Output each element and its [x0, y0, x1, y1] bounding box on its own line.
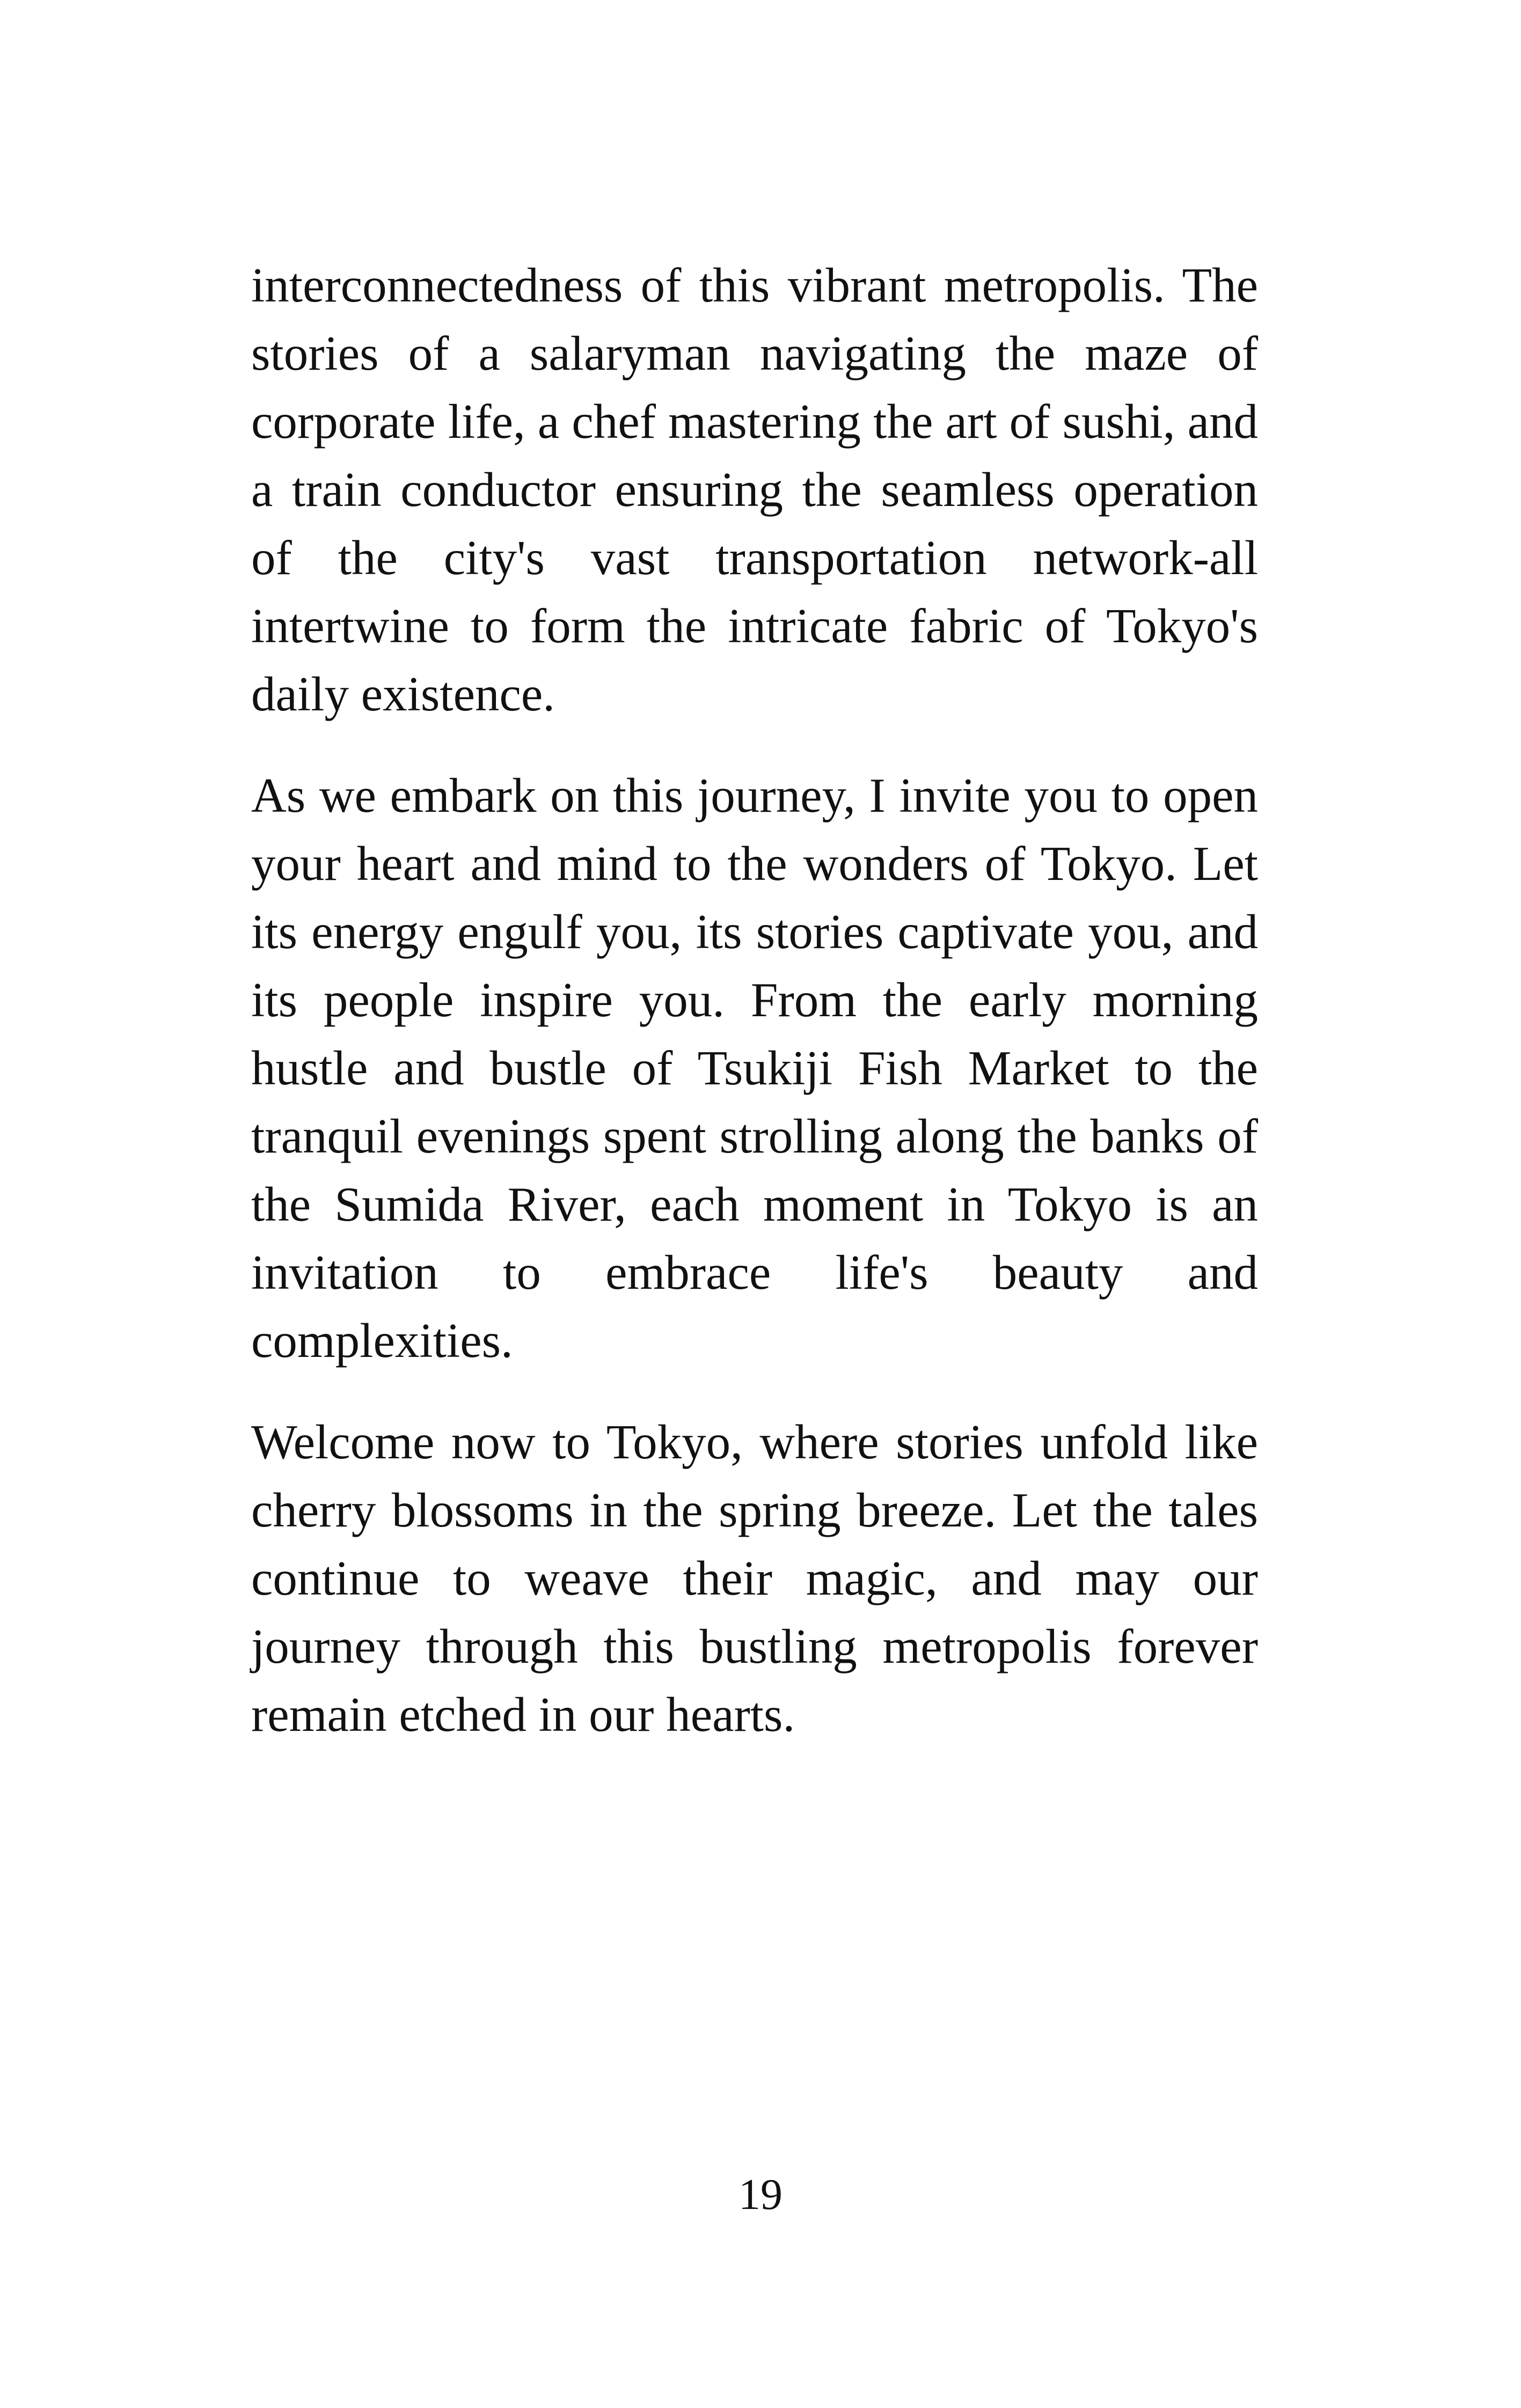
body-text [251, 251, 1258, 1782]
paragraph-2: As we embark on this journey, I invite you to open your heart and mind to the wonders of Tokyo. Let its energy engulf you, its stories captivate you, and its people inspire you. From the early morning hustle and bustle of Tsukiji Fish Market to the tranquil evenings spent strolling along the banks of the Sumida River, each moment in Tokyo is an invitation to embrace life's beauty and complexities. [251, 768, 1258, 1368]
paragraph-3: Welcome now to Tokyo, where stories unfold like cherry blossoms in the spring breeze. Let the tales continue to weave their magic, and may our journey through this bustling metropolis forever remain etched in our hearts. [251, 1415, 1258, 1742]
paragraph-1: interconnectedness of this vibrant metropolis. The stories of a salaryman navigating the maze of corporate life, a chef mastering the art of sushi, and a train conductor ensuring the seamless operation of the city's vast transportation network-all intertwine to form the intricate fabric of Tokyo's daily existence. [251, 258, 1258, 721]
page-number: 19 [738, 2170, 783, 2219]
